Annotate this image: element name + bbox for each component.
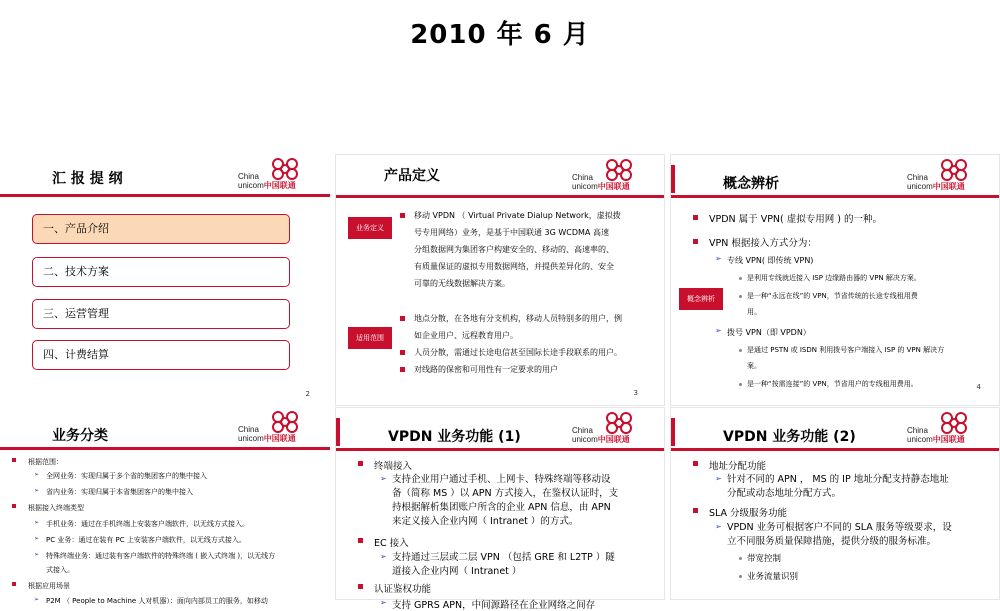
sub-bullet-text: 全网业务：实现归属于多个省的集团客户的集中接入 xyxy=(46,472,207,480)
sub-bullet-text: 手机业务：通过在手机终端上安装客户端软件，以无线方式接入。 xyxy=(46,520,249,528)
definition-tag: 业务定义 xyxy=(348,217,392,239)
red-square-bullet-icon xyxy=(400,213,405,218)
detail-text: 用。 xyxy=(747,308,761,316)
sub-bullet-text: PC 业务：通过在装有 PC 上安装客户端软件，以无线方式接入。 xyxy=(46,536,246,544)
slide-title: 业务分类 xyxy=(52,428,108,444)
slide-title: VPDN 业务功能 (2) xyxy=(723,429,856,445)
red-square-bullet-icon xyxy=(400,316,405,321)
red-square-bullet-icon xyxy=(12,504,16,508)
bullet-text: VPN 根据接入方式分为： xyxy=(709,238,817,249)
detail-text: 是通过 PSTN 或 ISDN 利用拨号客户端接入 ISP 的 VPN 解决方 xyxy=(747,346,945,354)
sub-bullet-text: 支持通过三层或二层 VPN （包括 GRE 和 L2TP ）隧 道接入企业内网（ Intranet ） xyxy=(392,552,615,577)
definition-line: 可靠的无线数据解决方案。 xyxy=(414,279,510,288)
red-square-bullet-icon xyxy=(693,461,698,466)
slide-title: 概念辨析 xyxy=(723,176,779,192)
header-accent xyxy=(671,165,675,193)
red-square-bullet-icon xyxy=(400,350,405,355)
bullet-text: 根据范围： xyxy=(28,458,63,466)
page-number: 4 xyxy=(976,383,981,391)
definition-block xyxy=(400,207,656,292)
red-square-bullet-icon xyxy=(12,458,16,462)
arrow-bullet-icon: ➢ xyxy=(715,254,722,263)
sub-bullet-text: 支持企业用户通过手机、上网卡、特殊终端等移动设 备（简称 MS ）以 APN 方式接入，在鉴权认证时，支 持根据解析集团账户所含的企业 APN 信息，由 APN 来定义接入企业内网（ Intranet ）的方式。 xyxy=(392,474,619,527)
header-accent xyxy=(671,418,675,446)
slide-header xyxy=(0,407,330,451)
dot-bullet-icon xyxy=(739,349,742,352)
china-unicom-logo xyxy=(907,410,985,446)
arrow-bullet-icon: ➢ xyxy=(34,535,40,542)
header-divider xyxy=(0,194,330,197)
sub-bullet-text: VPDN 业务可根据客户不同的 SLA 服务等级要求，设 立不同服务质量保障措施，提供分级的服务标准。 xyxy=(727,522,952,547)
page-number: 2 xyxy=(305,390,310,398)
arrow-bullet-icon: ➢ xyxy=(34,487,40,494)
red-square-bullet-icon xyxy=(358,461,363,466)
detail-text: 是一种“按需连接”的 VPN，节省用户的专线租用费用。 xyxy=(747,380,918,388)
header-divider xyxy=(671,195,999,198)
detail-text: 是一种“永远在线”的 VPN，节省传统的长途专线租用费 xyxy=(747,292,918,300)
detail-text: 案。 xyxy=(747,362,761,370)
arrow-bullet-icon: ➢ xyxy=(34,471,40,478)
slide-title: 产品定义 xyxy=(384,168,440,184)
red-square-bullet-icon xyxy=(358,538,363,543)
bullet-text: 认证鉴权功能 xyxy=(374,584,432,595)
china-unicom-logo xyxy=(238,409,316,445)
page-title: 2010 年 6 月 xyxy=(410,20,590,50)
header-divider xyxy=(336,195,664,198)
logo-text: China unicom中国联通 xyxy=(238,425,296,443)
slide-header xyxy=(336,155,664,199)
dot-bullet-icon xyxy=(739,295,742,298)
agenda-item-product-intro[interactable]: 一、产品介绍 xyxy=(32,214,290,244)
definition-line: 有质量保证的虚拟专用数据网络，并提供差异化的、安全 xyxy=(414,262,614,271)
china-unicom-logo xyxy=(572,157,650,193)
red-square-bullet-icon xyxy=(693,215,698,220)
logo-text: China unicom中国联通 xyxy=(572,173,630,191)
arrow-bullet-icon: ➢ xyxy=(34,519,40,526)
sub-bullet-text: 支持 GPRS APN，中间源路径在企业网络之间存 xyxy=(392,600,596,611)
red-square-bullet-icon xyxy=(693,508,698,513)
sub-bullet-text: 特殊终端业务：通过装有客户端软件的特殊终端 ( 嵌入式终端 )，以无线方 xyxy=(46,552,276,560)
scope-line: 人员分散，需通过长途电信甚至国际长途手段联系的用户。 xyxy=(414,348,622,357)
header-divider xyxy=(671,448,999,451)
header-divider xyxy=(0,447,330,450)
logo-text: China unicom中国联通 xyxy=(238,172,296,190)
scope-line: 如企业用户、远程教育用户。 xyxy=(414,331,518,340)
slide-title: VPDN 业务功能 (1) xyxy=(388,429,521,445)
sub-bullet-text: 专线 VPN( 即传统 VPN) xyxy=(727,256,814,265)
bullet-text: 终端接入 xyxy=(374,461,413,472)
sub-bullet-text: 省内业务：实现归属于本省集团客户的集中接入 xyxy=(46,488,193,496)
detail-text: 业务流量识别 xyxy=(747,572,799,582)
arrow-bullet-icon: ➢ xyxy=(34,596,40,603)
arrow-bullet-icon: ➢ xyxy=(715,474,722,483)
detail-text: 是利用专线就近接入 ISP 边缘路由器的 VPN 解决方案。 xyxy=(747,274,921,282)
china-unicom-logo xyxy=(572,410,650,446)
agenda-item-billing[interactable]: 四、计费结算 xyxy=(32,340,290,370)
slide-title: 汇 报 提 纲 xyxy=(52,171,123,187)
bullet-text: 根据接入终端类型 xyxy=(28,504,84,512)
dot-bullet-icon xyxy=(739,383,742,386)
bullet-text: VPDN 属于 VPN( 虚拟专用网 ) 的一种。 xyxy=(709,214,882,225)
detail-text: 带宽控制 xyxy=(747,554,782,564)
bullet-text: SLA 分级服务功能 xyxy=(709,508,788,519)
scope-block xyxy=(400,310,656,378)
agenda-item-technical-plan[interactable]: 二、技术方案 xyxy=(32,257,290,287)
slide-concept[interactable] xyxy=(670,154,1000,406)
page-number: 3 xyxy=(633,389,638,397)
slide-product-definition[interactable] xyxy=(335,154,665,406)
red-square-bullet-icon xyxy=(693,239,698,244)
arrow-bullet-icon: ➢ xyxy=(715,326,722,335)
arrow-bullet-icon: ➢ xyxy=(715,522,722,531)
definition-line: 号专用网络）业务，是基于中国联通 3G WCDMA 高速 xyxy=(414,228,609,237)
red-square-bullet-icon xyxy=(358,584,363,589)
agenda-item-operations[interactable]: 三、运营管理 xyxy=(32,299,290,329)
red-square-bullet-icon xyxy=(400,367,405,372)
sub-bullet-text: 针对不同的 APN ， MS 的 IP 地址分配支持静态地址 分配或动态地址分配方式。 xyxy=(727,474,949,499)
logo-text: China unicom中国联通 xyxy=(572,426,630,444)
slide-header xyxy=(671,155,999,199)
sub-bullet-text: 拨号 VPN（即 VPDN） xyxy=(727,328,811,337)
dot-bullet-icon xyxy=(739,277,742,280)
definition-line: 分组数据网为集团客户构建安全的、移动的、高速率的、 xyxy=(414,245,614,254)
logo-text: China unicom中国联通 xyxy=(907,426,965,444)
dot-bullet-icon xyxy=(739,557,742,560)
slide-header xyxy=(671,408,999,452)
sub-bullet-text: 式接入。 xyxy=(46,566,74,574)
header-accent xyxy=(336,418,340,446)
arrow-bullet-icon: ➢ xyxy=(34,551,40,558)
slide-header xyxy=(0,154,330,198)
scope-line: 对线路的保密和可用性有一定要求的用户 xyxy=(414,365,558,374)
definition-line: 移动 VPDN （ Virtual Private Dialup Network，虚拟拨 xyxy=(414,211,621,220)
logo-text: China unicom中国联通 xyxy=(907,173,965,191)
arrow-bullet-icon: ➢ xyxy=(380,474,387,483)
slide-vpdn-functions-1[interactable] xyxy=(335,407,665,611)
sub-bullet-text: P2M （ People to Machine 人对机器）：面向内部员工的服务，如移动 xyxy=(46,597,268,605)
bullet-text: 地址分配功能 xyxy=(709,461,767,472)
slide-agenda[interactable] xyxy=(0,154,330,406)
arrow-bullet-icon: ➢ xyxy=(380,552,387,561)
bullet-text: EC 接入 xyxy=(374,538,409,549)
dot-bullet-icon xyxy=(739,575,742,578)
bullet-text: 根据应用场景 xyxy=(28,582,70,590)
scope-line: 地点分散，在各地有分支机构，移动人员特别多的用户，例 xyxy=(414,314,622,323)
slide-header xyxy=(336,408,664,452)
red-square-bullet-icon xyxy=(12,582,16,586)
concept-tag: 概念辨析 xyxy=(679,288,723,310)
slide-vpdn-functions-2[interactable] xyxy=(670,407,1000,600)
slide-business-classification[interactable] xyxy=(0,407,330,605)
arrow-bullet-icon: ➢ xyxy=(380,598,387,607)
china-unicom-logo xyxy=(238,156,316,192)
china-unicom-logo xyxy=(907,157,985,193)
scope-tag: 适用范围 xyxy=(348,327,392,349)
header-divider xyxy=(336,448,664,451)
